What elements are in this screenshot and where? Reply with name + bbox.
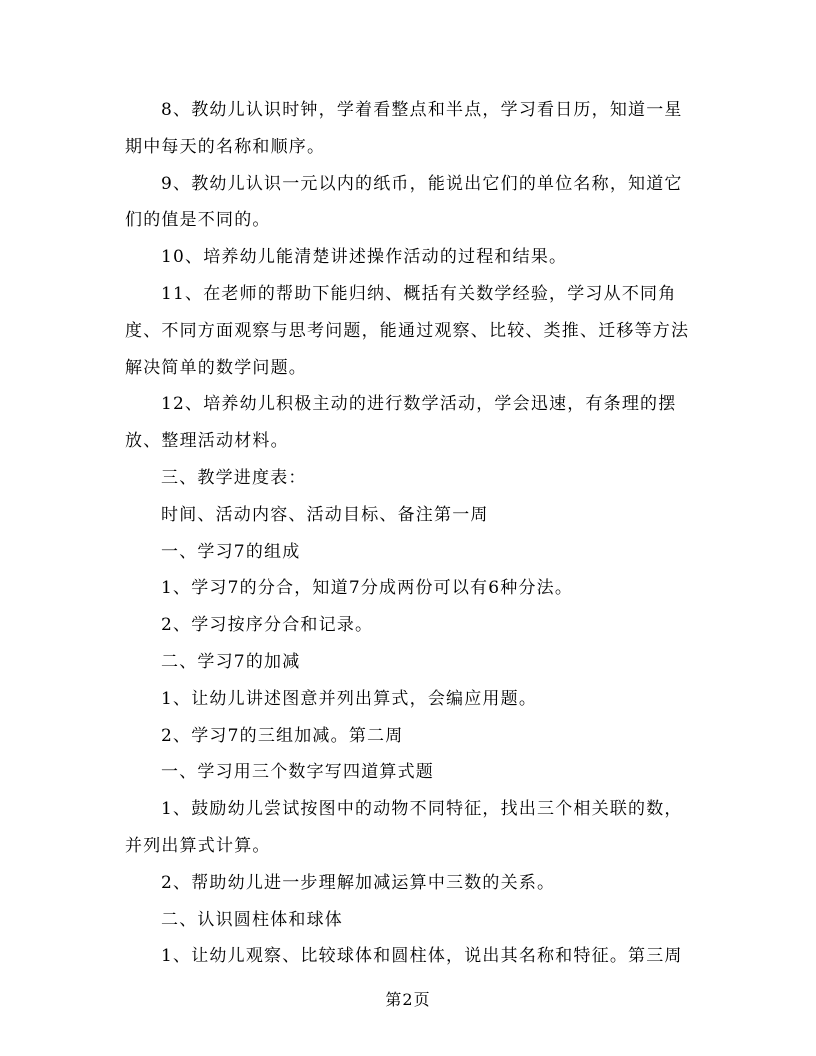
topic-item: 1、让幼儿讲述图意并列出算式，会编应用题。 — [161, 688, 538, 709]
topic-item: 1、学习7的分合，知道7分成两份可以有6种分法。 — [161, 578, 574, 599]
schedule-header-line: 时间、活动内容、活动目标、备注第一周 — [161, 504, 489, 525]
section-heading-schedule: 三、教学进度表： — [161, 467, 307, 488]
topic-item: 2、帮助幼儿进一步理解加减运算中三数的关系。 — [161, 872, 556, 893]
topic-item: 2、学习7的三组加减。第二周 — [161, 725, 404, 746]
paragraph-item-11: 11、在老师的帮助下能归纳、概括有关数学经验，学习从不同角度、不同方面观察与思考问题，能通过观察、比较、类推、迁移等方法解决简单的数学问题。 — [125, 283, 690, 378]
topic-heading: 一、学习7的组成 — [161, 541, 301, 562]
topic-item: 1、鼓励幼儿尝试按图中的动物不同特征，找出三个相关联的数，并列出算式计算。 — [125, 799, 683, 856]
paragraph-item-12: 12、培养幼儿积极主动的进行数学活动，学会迅速，有条理的摆放、整理活动材料。 — [125, 394, 677, 452]
page-number: 第2页 — [385, 990, 431, 1009]
topic-heading: 一、学习用三个数字写四道算式题 — [161, 762, 434, 783]
paragraph-item-9: 9、教幼儿认识一元以内的纸币，能说出它们的单位名称，知道它们的值是不同的。 — [125, 173, 683, 231]
paragraph-item-10: 10、培养幼儿能清楚讲述操作活动的过程和结果。 — [161, 247, 568, 268]
topic-item: 1、让幼儿观察、比较球体和圆柱体，说出其名称和特征。第三周 — [161, 946, 683, 967]
topic-heading: 二、学习7的加减 — [161, 651, 301, 672]
paragraph-item-8: 8、教幼儿认识时钟，学着看整点和半点，学习看日历，知道一星期中每天的名称和顺序。 — [125, 100, 683, 157]
document-body — [125, 92, 697, 975]
topic-heading: 二、认识圆柱体和球体 — [161, 909, 343, 930]
topic-item: 2、学习按序分合和记录。 — [161, 615, 374, 636]
